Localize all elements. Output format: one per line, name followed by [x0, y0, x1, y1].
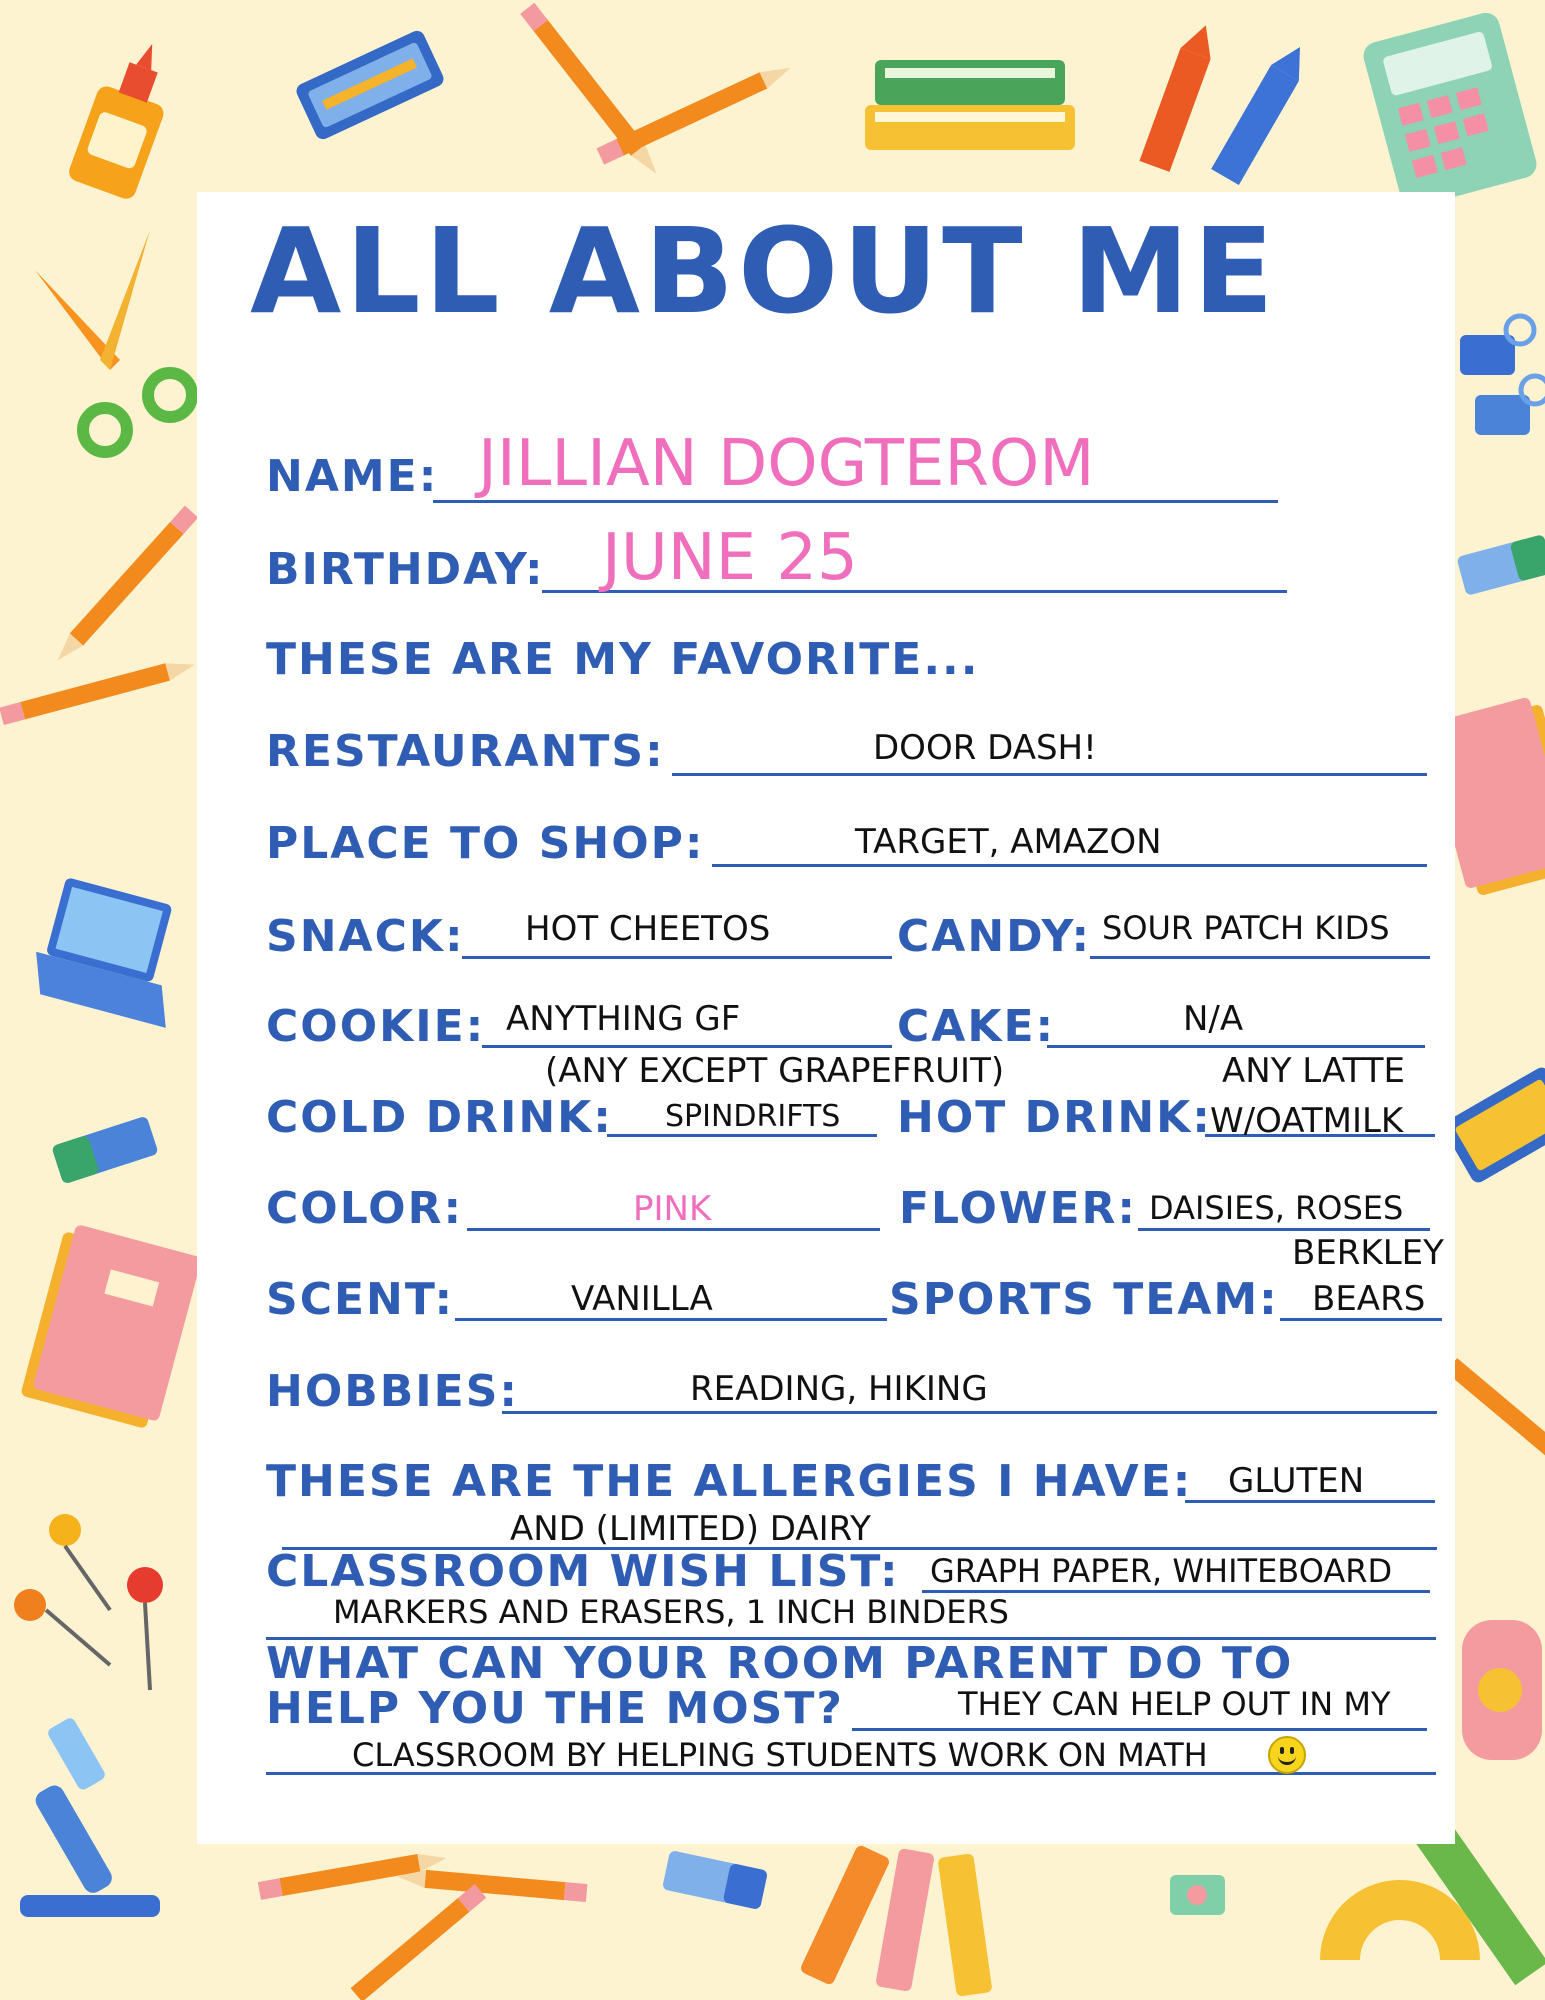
name-label: NAME:: [266, 451, 439, 502]
cookie-label: COOKIE:: [266, 1001, 486, 1052]
wish-list-value-line2: MARKERS AND ERASERS, 1 INCH BINDERS: [333, 1593, 1009, 1631]
pencil-icon: [51, 506, 198, 667]
cold-drink-line: [607, 1134, 877, 1137]
cold-drink-label: COLD DRINK:: [266, 1092, 613, 1143]
smiley-icon: [1268, 1736, 1306, 1774]
place-to-shop-label: PLACE TO SHOP:: [266, 818, 705, 869]
pencil-icon: [597, 60, 795, 165]
place-to-shop-line: [712, 864, 1427, 867]
name-value: JILLIAN DOGTEROM: [478, 427, 1095, 501]
hot-drink-label: HOT DRINK:: [897, 1092, 1212, 1143]
binder-clips-icon: [1460, 316, 1545, 435]
color-value: PINK: [633, 1189, 712, 1229]
eraser-icon: [662, 1850, 768, 1910]
crayons-icon: [1139, 20, 1313, 185]
push-pins-icon: [14, 1514, 163, 1690]
hobbies-value: READING, HIKING: [690, 1369, 988, 1409]
microscope-icon: [20, 1716, 160, 1917]
allergies-value-line1: GLUTEN: [1228, 1461, 1365, 1501]
cookie-value: ANYTHING GF: [506, 999, 741, 1039]
scissors-icon: [35, 230, 192, 452]
allergies-value-line2: AND (LIMITED) DAIRY: [510, 1509, 871, 1549]
flower-value: DAISIES, ROSES: [1149, 1189, 1404, 1227]
scent-value: VANILLA: [571, 1279, 713, 1319]
snack-label: SNACK:: [266, 911, 465, 962]
cake-line: [1047, 1045, 1425, 1048]
snack-line: [462, 956, 892, 959]
sports-team-value-line1: BERKLEY: [1292, 1233, 1444, 1273]
cookie-note: (ANY EXCEPT GRAPEFRUIT): [545, 1051, 1005, 1091]
cake-value: N/A: [1183, 999, 1244, 1039]
birthday-value: JUNE 25: [602, 521, 858, 595]
pencil-case-icon: [1441, 1065, 1545, 1186]
pencil-icon: [351, 1884, 487, 2000]
room-parent-line: [852, 1728, 1427, 1731]
hobbies-line: [502, 1411, 1437, 1414]
room-parent-value-line1: THEY CAN HELP OUT IN MY: [958, 1685, 1391, 1723]
snack-value: HOT CHEETOS: [525, 909, 771, 949]
hobbies-label: HOBBIES:: [266, 1366, 520, 1417]
sports-team-value-line2: BEARS: [1312, 1279, 1426, 1319]
room-parent-value-line2: CLASSROOM BY HELPING STUDENTS WORK ON MATH: [352, 1736, 1208, 1774]
color-label: COLOR:: [266, 1183, 464, 1234]
favorites-heading: THESE ARE MY FAVORITE...: [266, 634, 980, 685]
sharpener-icon: [1170, 1875, 1225, 1915]
eraser-icon: [1456, 534, 1545, 596]
notebook-icon: [20, 1221, 202, 1431]
cold-drink-value: SPINDRIFTS: [665, 1099, 841, 1134]
hot-drink-value-line1: ANY LATTE: [1222, 1051, 1406, 1091]
pencil-icon: [0, 656, 197, 725]
room-parent-label-line2: HELP YOU THE MOST?: [266, 1683, 844, 1734]
books-icon: [865, 60, 1075, 150]
birthday-label: BIRTHDAY:: [266, 544, 545, 595]
candy-value: SOUR PATCH KIDS: [1102, 909, 1390, 947]
pencil-icon: [397, 1867, 588, 1901]
cake-label: CAKE:: [897, 1001, 1056, 1052]
candy-label: CANDY:: [897, 911, 1092, 962]
pencil-case-icon: [294, 28, 446, 142]
restaurants-line: [672, 773, 1427, 776]
sharpener-icon: [1462, 1620, 1542, 1760]
page-title: ALL ABOUT ME: [250, 202, 1278, 340]
pencil-icon: [520, 3, 663, 180]
scent-label: SCENT:: [266, 1274, 455, 1325]
allergies-label: THESE ARE THE ALLERGIES I HAVE:: [266, 1456, 1193, 1507]
candy-line: [1090, 956, 1430, 959]
flower-label: FLOWER:: [899, 1183, 1137, 1234]
calculator-icon: [1360, 10, 1539, 210]
flower-line: [1138, 1228, 1430, 1231]
pencil-icon: [1446, 1358, 1545, 1475]
room-parent-label-line1: WHAT CAN YOUR ROOM PARENT DO TO: [266, 1638, 1294, 1689]
place-to-shop-value: TARGET, AMAZON: [855, 822, 1162, 862]
wish-list-label: CLASSROOM WISH LIST:: [266, 1546, 900, 1597]
laptop-icon: [26, 874, 197, 1027]
markers-icon: [799, 1844, 992, 1997]
cookie-line: [482, 1045, 892, 1048]
wish-list-value-line1: GRAPH PAPER, WHITEBOARD: [930, 1552, 1393, 1590]
eraser-icon: [51, 1116, 158, 1185]
restaurants-value: DOOR DASH!: [873, 728, 1097, 768]
sports-team-label: SPORTS TEAM:: [889, 1274, 1279, 1325]
glue-icon: [66, 32, 185, 202]
hot-drink-value-line2: W/OATMILK: [1210, 1101, 1404, 1141]
restaurants-label: RESTAURANTS:: [266, 726, 665, 777]
